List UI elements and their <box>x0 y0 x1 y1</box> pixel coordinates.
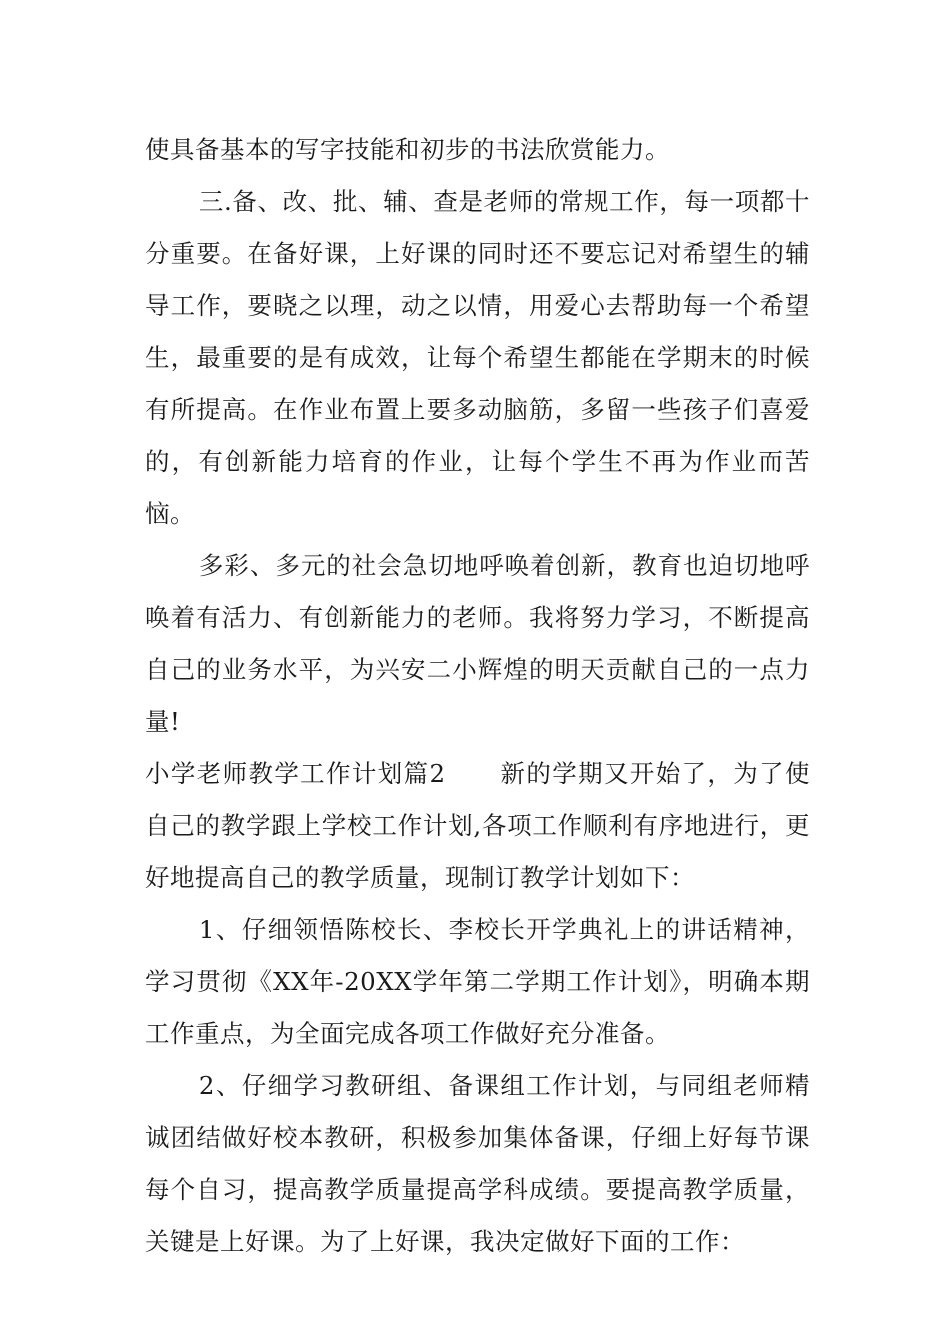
paragraph-three: 三.备、改、批、辅、查是老师的常规工作，每一项都十分重要。在备好课，上好课的同时还不要忘记对希望生的辅导工作，要晓之以理，动之以情，用爱心去帮助每一个希望生，最重要的是有成效，让每个希望生都能在学期末的时候有所提高。在作业布置上要多动脑筋，多留一些孩子们喜爱的，有创新能力培育的作业，让每个学生不再为作业而苦恼。 <box>145 187 810 528</box>
paragraph-item-2: 2、仔细学习教研组、备课组工作计划，与同组老师精诚团结做好校本教研，积极参加集体备课，仔细上好每节课每个自习，提高教学质量提高学科成绩。要提高教学质量，关键是上好课。为了上好课，我决定做好下面的工作： <box>145 1071 810 1256</box>
paragraph-item-1: 1、仔细领悟陈校长、李校长开学典礼上的讲话精神，学习贯彻《XX年-20XX学年第二学期工作计划》，明确本期工作重点，为全面完成各项工作做好充分准备。 <box>145 915 810 1048</box>
paragraph-innovation: 多彩、多元的社会急切地呼唤着创新，教育也迫切地呼唤着有活力、有创新能力的老师。我将努力学习，不断提高自己的业务水平，为兴安二小辉煌的明天贡献自己的一点力量! <box>145 551 810 736</box>
section-paragraph <box>145 748 810 904</box>
document-page <box>145 124 810 1268</box>
paragraph-continuation: 使具备基本的写字技能和初步的书法欣赏能力。 <box>145 135 670 164</box>
section-intro: 新的学期又开始了，为了使自己的教学跟上学校工作计划,各项工作顺利有序地进行，更好地提高自己的教学质量，现制订教学计划如下： <box>145 759 811 892</box>
section-title: 小学老师教学工作计划篇2 <box>145 759 446 788</box>
